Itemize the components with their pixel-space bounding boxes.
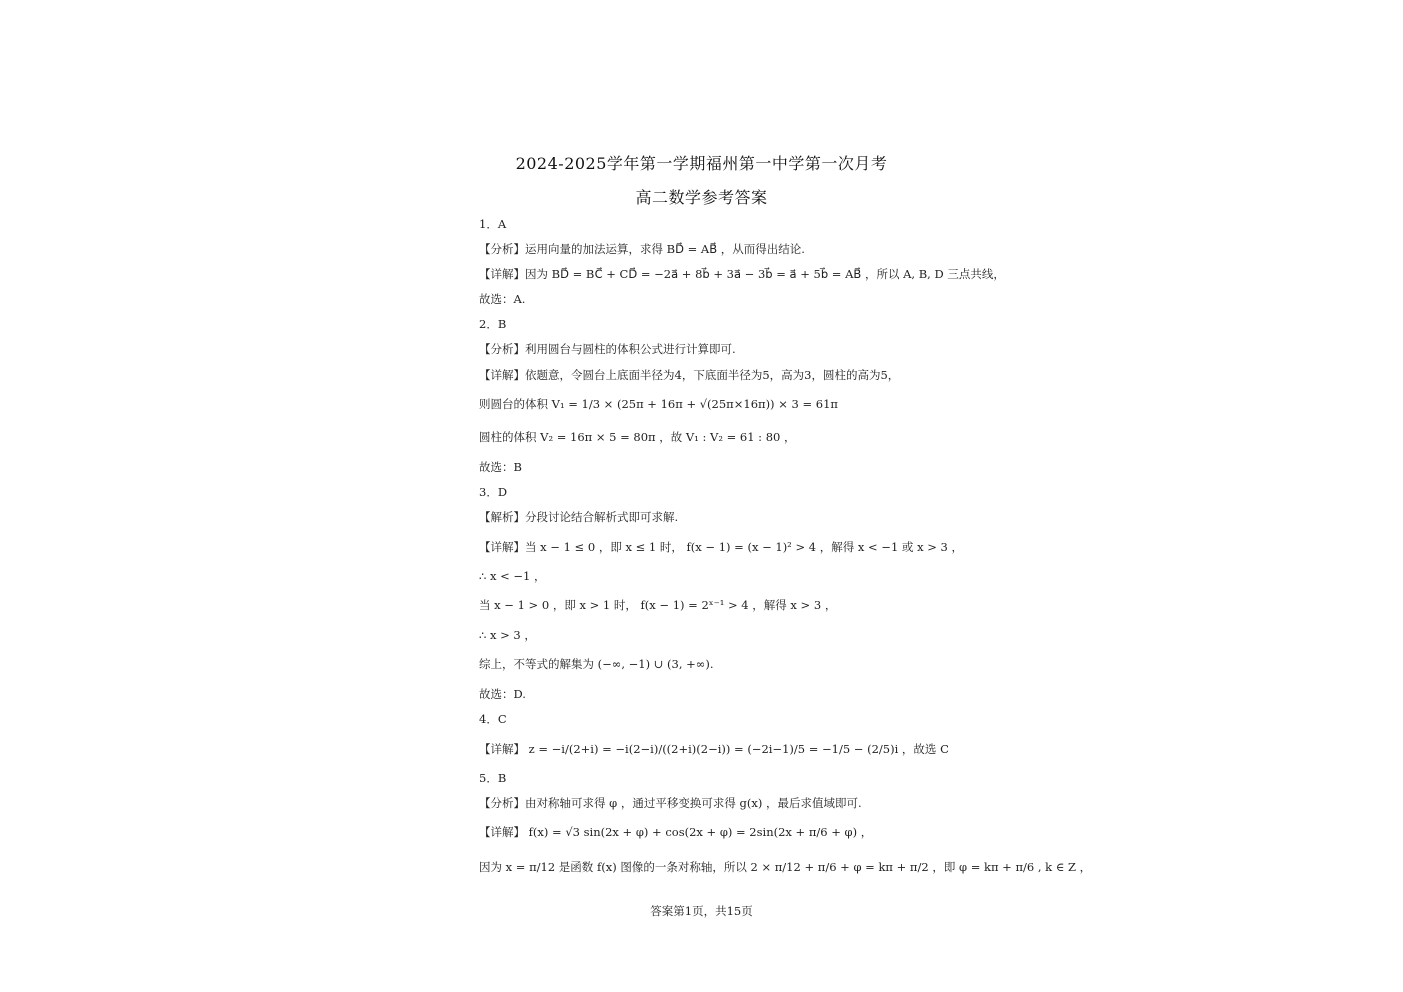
question-3-detail-case1: 【详解】当 x − 1 ≤ 0 ，即 x ≤ 1 时， f(x − 1) = (x − 1)² > 4 ，解得 x < −1 或 x > 3 ， [479,540,963,554]
question-3-detail-result2: ∴ x > 3 ， [479,628,536,642]
question-1-choice: 故选：A. [479,292,526,306]
question-1-answer: 1．A [479,217,507,231]
question-3-choice: 故选：D. [479,687,526,701]
question-4-answer: 4．C [479,712,507,726]
question-4-detail: 【详解】 z = −i/(2+i) = −i(2−i)/((2+i)(2−i)) = (−2i−1)/5 = −1/5 − (2/5)i ，故选 C [479,742,949,756]
document-title: 2024-2025学年第一学期福州第一中学第一次月考 [515,154,888,173]
question-2-answer: 2．B [479,317,507,331]
question-1-detail: 【详解】因为 BD⃗ = BC⃗ + CD⃗ = −2a⃗ + 8b⃗ + 3a⃗ − 3b⃗ = a⃗ + 5b⃗ = AB⃗ ，所以 A, B, D 三点共线， [479,267,1005,281]
question-3-answer: 3．D [479,485,508,499]
document-subtitle: 高二数学参考答案 [635,188,768,207]
question-2-choice: 故选：B [479,460,522,474]
question-5-detail-simplify: 【详解】 f(x) = √3 sin(2x + φ) + cos(2x + φ) = 2sin(2x + π/6 + φ) ， [479,825,873,839]
question-2-cylinder-volume: 圆柱的体积 V₂ = 16π × 5 = 80π ，故 V₁ : V₂ = 61 : 80 ， [479,430,796,444]
question-3-detail-result1: ∴ x < −1 ， [479,569,546,583]
question-3-detail-case2: 当 x − 1 > 0 ，即 x > 1 时， f(x − 1) = 2ˣ⁻¹ > 4 ，解得 x > 3 ， [479,598,837,612]
question-3-solution-set: 综上，不等式的解集为 (−∞, −1) ∪ (3, +∞). [479,657,714,671]
question-2-analysis: 【分析】利用圆台与圆柱的体积公式进行计算即可. [479,342,736,356]
page-footer: 答案第1页，共15页 [650,904,753,918]
question-3-analysis: 【解析】分段讨论结合解析式即可求解. [479,510,679,524]
question-2-frustum-volume: 则圆台的体积 V₁ = 1/3 × (25π + 16π + √(25π×16π)) × 3 = 61π [479,397,838,411]
question-5-analysis: 【分析】由对称轴可求得 φ ，通过平移变换可求得 g(x) ，最后求值域即可. [479,796,862,810]
question-5-answer: 5．B [479,771,507,785]
question-1-analysis: 【分析】运用向量的加法运算，求得 BD⃗ = AB⃗ ，从而得出结论. [479,242,805,256]
question-5-detail-axis: 因为 x = π/12 是函数 f(x) 图像的一条对称轴，所以 2 × π/12 + π/6 + φ = kπ + π/2 ，即 φ = kπ + π/6 , k ∈ Z ， [479,860,1092,874]
question-2-detail: 【详解】依题意，令圆台上底面半径为4，下底面半径为5，高为3，圆柱的高为5， [479,368,900,382]
